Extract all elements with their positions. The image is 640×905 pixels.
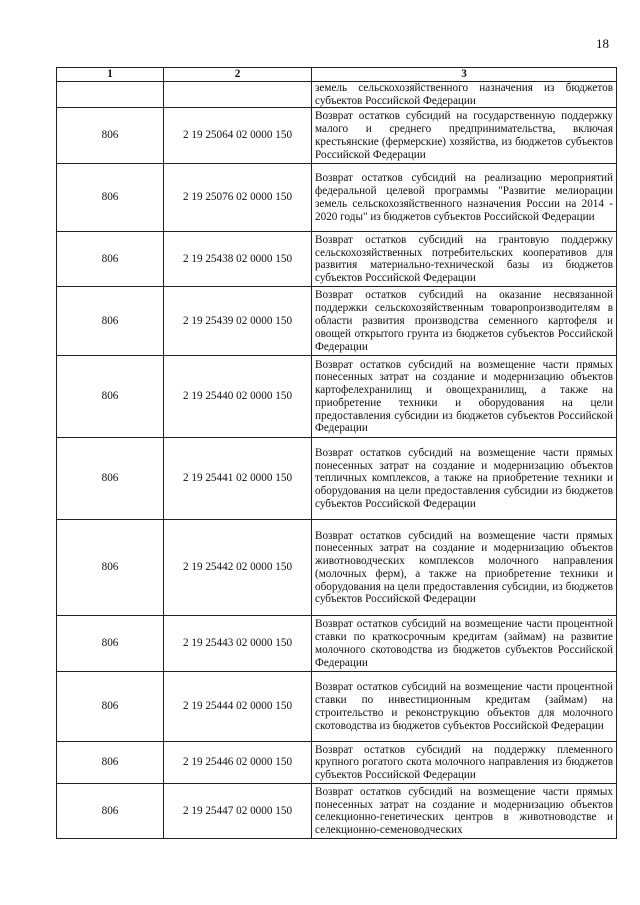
budget-code-cell: 2 19 25440 02 0000 150 <box>164 356 312 438</box>
table-row <box>57 672 617 742</box>
budget-code-cell <box>164 81 312 108</box>
budget-code-cell: 2 19 25447 02 0000 150 <box>164 784 312 839</box>
table-row <box>57 356 617 438</box>
description-cell: Возврат остатков субсидий на возмещение части прямых понесенных затрат на создание и модернизацию объектов картофелехранилищ и овощехранилищ, а также на приобретение техники и оборудования на цели предоставления субсидии из бюджетов субъектов Российской Федерации <box>312 356 617 438</box>
admin-code-cell: 806 <box>57 232 164 287</box>
admin-code-cell: 806 <box>57 742 164 784</box>
admin-code-cell: 806 <box>57 164 164 232</box>
budget-code-cell: 2 19 25446 02 0000 150 <box>164 742 312 784</box>
table-row <box>57 164 617 232</box>
description-cell: Возврат остатков субсидий на возмещение части прямых понесенных затрат на создание и модернизацию объектов тепличных комплексов, а также на приобретение техники и оборудования на цели предоставления субсидии из бюджетов субъектов Российской Федерации <box>312 438 617 520</box>
page-number: 18 <box>596 36 609 51</box>
admin-code-cell: 806 <box>57 616 164 672</box>
admin-code-cell: 806 <box>57 356 164 438</box>
description-cell: Возврат остатков субсидий на возмещение части процентной ставки по краткосрочным кредитам (займам) на развитие молочного скотоводства из бюджетов субъектов Российской Федерации <box>312 616 617 672</box>
admin-code-cell: 806 <box>57 287 164 356</box>
column-header-1: 1 <box>57 68 164 82</box>
table-row <box>57 438 617 520</box>
description-cell: Возврат остатков субсидий на возмещение части прямых понесенных затрат на создание и модернизацию объектов животноводческих комплексов молочного направления (молочных ферм), а также на приобретение техники и оборудования на цели предоставления субсидии, из бюджетов субъектов Российской Федерации <box>312 520 617 616</box>
budget-code-cell: 2 19 25076 02 0000 150 <box>164 164 312 232</box>
description-cell: Возврат остатков субсидий на возмещение части прямых понесенных затрат на создание и модернизацию объектов селекционно-генетических центров в животноводстве и селекционно-семеноводческих <box>312 784 617 839</box>
table-row <box>57 287 617 356</box>
budget-code-cell: 2 19 25444 02 0000 150 <box>164 672 312 742</box>
table-row <box>57 784 617 839</box>
column-header-3: 3 <box>312 68 617 82</box>
description-cell: Возврат остатков субсидий на возмещение части процентной ставки по инвестиционным кредитам (займам) на строительство и реконструкцию объектов для молочного скотоводства из бюджетов субъектов Российской Федерации <box>312 672 617 742</box>
budget-code-cell: 2 19 25439 02 0000 150 <box>164 287 312 356</box>
budget-codes-table <box>56 67 617 839</box>
table-row <box>57 616 617 672</box>
description-cell: Возврат остатков субсидий на оказание несвязанной поддержки сельскохозяйственным товаропроизводителям в области развития производства семенного картофеля и овощей открытого грунта из бюджетов субъектов Российской Федерации <box>312 287 617 356</box>
admin-code-cell: 806 <box>57 672 164 742</box>
column-header-2: 2 <box>164 68 312 82</box>
description-cell: Возврат остатков субсидий на государственную поддержку малого и среднего предпринимательства, включая крестьянские (фермерские) хозяйства, из бюджетов субъектов Российской Федерации <box>312 108 617 164</box>
description-cell: Возврат остатков субсидий на реализацию мероприятий федеральной целевой программы "Развитие мелиорации земель сельскохозяйственного назначения России на 2014 - 2020 годы" из бюджетов субъектов Российской Федерации <box>312 164 617 232</box>
admin-code-cell: 806 <box>57 438 164 520</box>
description-cell: Возврат остатков субсидий на поддержку племенного крупного рогатого скота молочного направления из бюджетов субъектов Российской Федерации <box>312 742 617 784</box>
table-row-continuation <box>57 81 617 108</box>
table-row <box>57 232 617 287</box>
description-cell: земель сельскохозяйственного назначения из бюджетов субъектов Российской Федерации <box>312 81 617 108</box>
table-row <box>57 742 617 784</box>
description-cell: Возврат остатков субсидий на грантовую поддержку сельскохозяйственных потребительских кооперативов для развития материально-технической базы из бюджетов субъектов Российской Федерации <box>312 232 617 287</box>
admin-code-cell: 806 <box>57 520 164 616</box>
admin-code-cell: 806 <box>57 784 164 839</box>
budget-code-cell: 2 19 25438 02 0000 150 <box>164 232 312 287</box>
header-row <box>57 68 617 82</box>
admin-code-cell <box>57 81 164 108</box>
table-row <box>57 108 617 164</box>
budget-code-cell: 2 19 25442 02 0000 150 <box>164 520 312 616</box>
table-row <box>57 520 617 616</box>
budget-code-cell: 2 19 25443 02 0000 150 <box>164 616 312 672</box>
budget-code-cell: 2 19 25064 02 0000 150 <box>164 108 312 164</box>
budget-code-cell: 2 19 25441 02 0000 150 <box>164 438 312 520</box>
admin-code-cell: 806 <box>57 108 164 164</box>
